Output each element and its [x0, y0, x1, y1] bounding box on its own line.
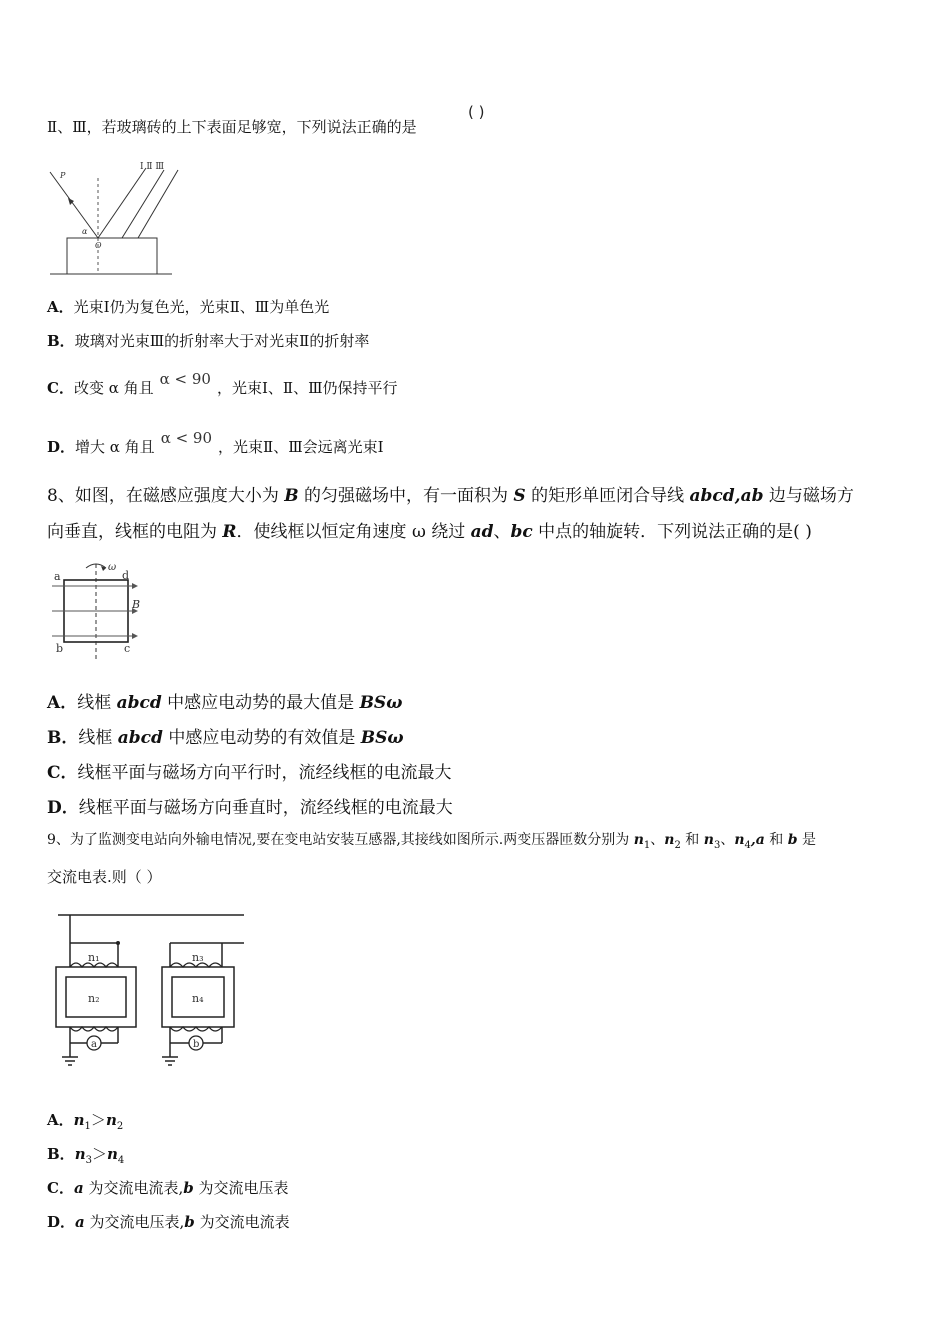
q8-text: 的矩形单匝闭合导线	[525, 486, 690, 506]
q7-option-c-pre: 改变 α 角且	[73, 379, 154, 397]
q9-text: 、	[720, 832, 735, 848]
q9-option-sub: 2	[116, 1121, 124, 1132]
q9-sub: 2	[674, 839, 681, 851]
q7-answer-paren: ( )	[468, 103, 485, 121]
q9-sub: 3	[713, 839, 721, 851]
q8-option-d	[47, 793, 453, 818]
q7-option-d-post: ，光束Ⅱ、Ⅲ会远离光束Ⅰ	[218, 438, 384, 456]
q7-fig-label-alpha: α	[82, 227, 88, 236]
q9-option-var: a	[73, 1179, 84, 1197]
q9-option-text: 为交流电压表	[193, 1179, 289, 1197]
q8-fig-label-B: B	[132, 598, 141, 611]
q9-text: 是	[797, 832, 816, 848]
q8-fig-label-omega: ω	[108, 562, 117, 573]
q8-option-var: abcd	[116, 693, 162, 713]
q9-option-sub: 3	[85, 1155, 92, 1166]
q8-option-text: 线框	[78, 728, 118, 748]
q9-fig-label-n4: n₄	[192, 992, 204, 1005]
q7-stem	[47, 116, 417, 137]
q8-var-B: B	[284, 486, 299, 506]
q9-fig-label-b: b	[193, 1039, 200, 1050]
q8-option-c	[47, 758, 452, 783]
q9-stem-line2	[47, 866, 162, 887]
q9-text: 和	[680, 832, 704, 848]
q8-option-text: 线框平面与磁场方向垂直时，流经线框的电流最大	[78, 798, 453, 818]
q7-option-c-post: ，光束Ⅰ、Ⅱ、Ⅲ仍保持平行	[216, 379, 398, 397]
q8-option-var: BSω	[359, 693, 403, 713]
q9-option-c-label: C．	[47, 1179, 74, 1197]
q9-option-sub: 1	[84, 1121, 91, 1132]
q9-option-var: b	[183, 1179, 194, 1197]
q8-fig-label-b: b	[56, 642, 64, 655]
q9-var: n	[734, 832, 745, 848]
q8-text: 、	[493, 522, 511, 542]
q8-text: ．使线框以恒定角速度 ω 绕过	[236, 522, 471, 542]
q8-var-R: R	[222, 522, 237, 542]
q9-figure	[50, 905, 250, 1075]
q8-fig-label-d: d	[122, 569, 130, 582]
q7-option-d	[47, 429, 384, 457]
q8-option-text: 线框平面与磁场方向平行时，流经线框的电流最大	[77, 763, 452, 783]
q9-option-var: n	[73, 1111, 85, 1129]
q8-text: 向垂直，线框的电阻为	[47, 522, 223, 542]
q8-fig-label-c: c	[124, 642, 131, 655]
q9-var: n	[664, 832, 675, 848]
q9-text: 、	[650, 832, 665, 848]
q9-var: n	[703, 832, 714, 848]
q9-var: ,a	[750, 832, 765, 848]
q7-option-c-condition: α < 90	[159, 370, 211, 388]
q9-stem-line1	[47, 829, 816, 851]
q9-option-text: 为交流电压表,	[84, 1213, 185, 1231]
q8-text: 边与磁场方	[763, 486, 854, 506]
q7-option-d-label: D．	[47, 438, 76, 456]
q9-option-var: b	[184, 1213, 195, 1231]
q7-option-b	[47, 330, 369, 351]
q9-option-var: n	[74, 1145, 86, 1163]
q9-option-a-label: A．	[47, 1111, 74, 1129]
q9-text: 9、为了监测变电站向外输电情况,要在变电站安装互感器,其接线如图所示.两变压器匝数分别为	[47, 832, 634, 848]
q7-figure	[40, 158, 200, 283]
q9-var: b	[787, 832, 798, 848]
q7-fig-label-rays: Ⅰ Ⅱ Ⅲ	[140, 162, 165, 172]
q8-var-S: S	[513, 486, 526, 506]
q8-text: 中点的轴旋转．下列说法正确的是( )	[532, 522, 812, 542]
q8-option-var: abcd	[117, 728, 163, 748]
q8-option-a	[47, 688, 402, 713]
q8-fig-label-a: a	[54, 570, 61, 583]
q9-sub: 1	[643, 839, 651, 851]
q9-text: 和	[764, 832, 788, 848]
q9-fig-label-n2: n₂	[88, 992, 100, 1005]
q7-option-a	[47, 296, 329, 317]
q7-option-c	[47, 370, 398, 398]
q9-option-var: n	[105, 1111, 117, 1129]
q9-option-sub: 4	[117, 1155, 125, 1166]
q8-option-text: 中感应电动势的有效值是	[162, 728, 361, 748]
q8-text: 的匀强磁场中，有一面积为	[298, 486, 514, 506]
q9-option-rel: ＞	[90, 1111, 106, 1129]
q7-option-a-label: A．	[47, 298, 74, 316]
q9-option-b	[47, 1143, 124, 1166]
q9-option-c	[47, 1177, 289, 1198]
q7-option-d-condition: α < 90	[160, 429, 213, 447]
q8-option-a-label: A．	[47, 693, 78, 713]
q9-option-text: 为交流电流表	[194, 1213, 290, 1231]
q7-option-b-text: 玻璃对光束Ⅲ的折射率大于对光束Ⅱ的折射率	[74, 332, 370, 350]
q8-option-b-label: B．	[47, 728, 79, 748]
q8-text: 8、如图，在磁感应强度大小为	[47, 486, 285, 506]
q8-stem-line2	[47, 517, 812, 542]
q8-option-text: 线框	[77, 693, 117, 713]
q7-option-c-label: C．	[47, 379, 74, 397]
q9-option-b-label: B．	[47, 1145, 75, 1163]
q7-option-b-label: B．	[47, 332, 75, 350]
q7-option-d-pre: 增大 α 角且	[75, 438, 155, 456]
q8-option-text: 中感应电动势的最大值是	[161, 693, 360, 713]
q8-figure	[50, 558, 160, 668]
q9-option-d	[47, 1211, 290, 1232]
q8-option-b	[47, 723, 404, 748]
q9-option-var: n	[106, 1145, 118, 1163]
q8-option-d-label: D．	[47, 798, 79, 818]
q9-option-text: 为交流电流表,	[83, 1179, 184, 1197]
q8-var-abcd: abcd,ab	[689, 486, 764, 506]
q9-sub: 4	[744, 839, 751, 851]
q7-option-a-text: 光束Ⅰ仍为复色光，光束Ⅱ、Ⅲ为单色光	[73, 298, 330, 316]
q9-text: 交流电表.则（ ）	[47, 868, 162, 886]
q7-fig-label-O: O	[95, 241, 102, 250]
q9-option-rel: ＞	[91, 1145, 107, 1163]
q7-stem-text: Ⅱ、Ⅲ，若玻璃砖的上下表面足够宽，下列说法正确的是	[47, 118, 417, 136]
q9-fig-label-a: a	[91, 1039, 97, 1050]
q9-option-d-label: D．	[47, 1213, 76, 1231]
q8-option-c-label: C．	[47, 763, 78, 783]
q8-var-ad: ad	[470, 522, 494, 542]
q7-fig-label-P: P	[60, 171, 66, 180]
q8-option-var: BSω	[360, 728, 404, 748]
q9-option-a	[47, 1109, 123, 1132]
q9-fig-label-n1: n₁	[88, 951, 100, 964]
q8-stem-line1	[47, 481, 854, 506]
q9-var: n	[633, 832, 644, 848]
q9-option-var: a	[75, 1213, 85, 1231]
q8-var-bc: bc	[510, 522, 533, 542]
q9-fig-label-n3: n₃	[192, 951, 204, 964]
